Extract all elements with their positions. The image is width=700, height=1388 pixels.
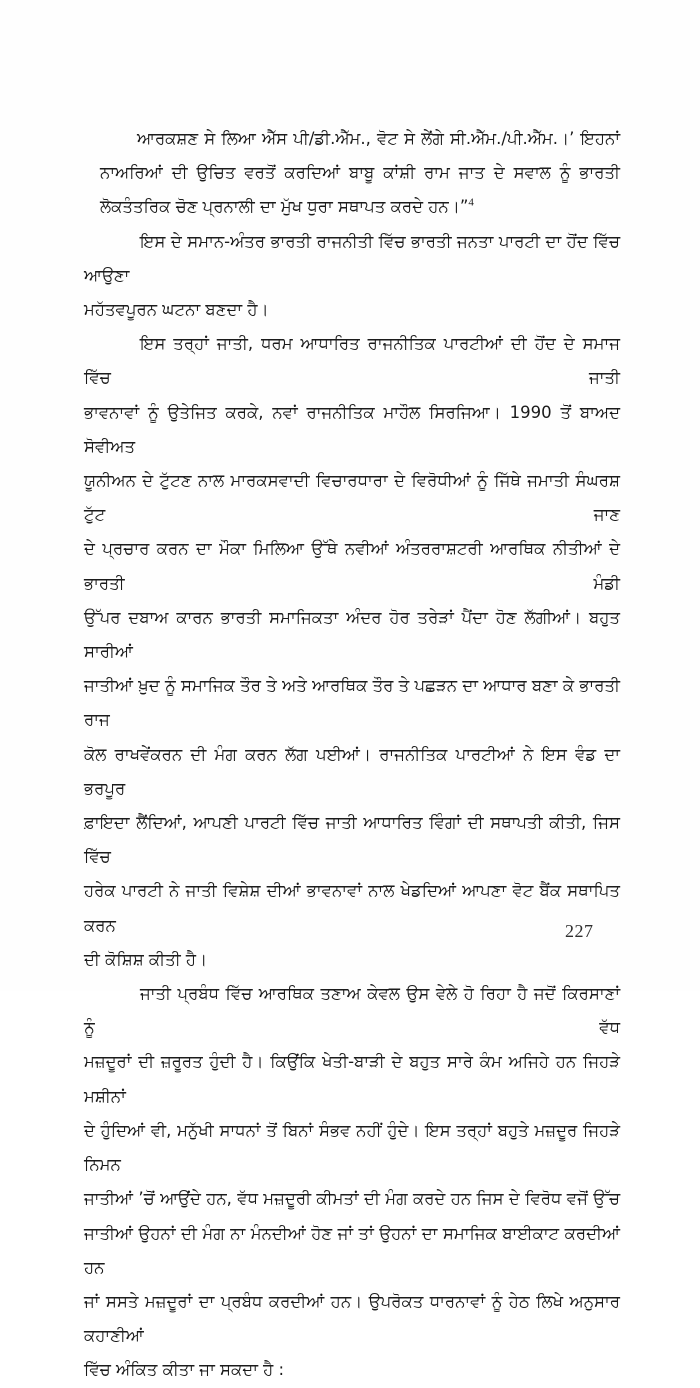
text-line: ਭਾਵਨਾਵਾਂ ਨੂੰ ਉਤੇਜਿਤ ਕਰਕੇ, ਨਵਾਂ ਰਾਜਨੀਤਿਕ ਮਾਹੌਲ ਸਿਰਜਿਆ। 1990 ਤੋਂ ਬਾਅਦ ਸੋਵੀਅਤ	[84, 402, 620, 456]
text-line: ਦੇ ਹੁੰਦਿਆਂ ਵੀ, ਮਨੁੱਖੀ ਸਾਧਨਾਂ ਤੋਂ ਬਿਨਾਂ ਸੰਭਵ ਨਹੀਂ ਹੁੰਦੇ। ਇਸ ਤਰ੍ਹਾਂ ਬਹੁਤੇ ਮਜ਼ਦੂਰ ਜਿਹੜੇ ਨਿਮਨ	[84, 1120, 620, 1175]
text-line: ਦੇ ਪ੍ਰਚਾਰ ਕਰਨ ਦਾ ਮੌਕਾ ਮਿਲਿਆ ਉੱਥੇ ਨਵੀਆਂ ਅੰਤਰਰਾਸ਼ਟਰੀ ਆਰਥਿਕ ਨੀਤੀਆਂ ਦੇ ਭਾਰਤੀ ਮੰਡੀ	[84, 539, 620, 593]
block-quote	[84, 122, 620, 225]
footnote-marker: 4	[468, 196, 474, 209]
text-line: ਜਾਤੀਆਂ ਉਹਨਾਂ ਦੀ ਮੰਗ ਨਾ ਮੰਨਦੀਆਂ ਹੋਣ ਜਾਂ ਤਾਂ ਉਹਨਾਂ ਦਾ ਸਮਾਜਿਕ ਬਾਈਕਾਟ ਕਰਦੀਆਂ ਹਨ	[84, 1223, 620, 1277]
text-line: ਉੱਪਰ ਦਬਾਅ ਕਾਰਨ ਭਾਰਤੀ ਸਮਾਜਿਕਤਾ ਅੰਦਰ ਹੋਰ ਤਰੇੜਾਂ ਪੈਂਦਾ ਹੋਣ ਲੱਗੀਆਂ। ਬਹੁਤ ਸਾਰੀਆਂ	[84, 607, 620, 662]
text-line: ਯੂਨੀਅਨ ਦੇ ਟੁੱਟਣ ਨਾਲ ਮਾਰਕਸਵਾਦੀ ਵਿਚਾਰਧਾਰਾ ਦੇ ਵਿਰੋਧੀਆਂ ਨੂੰ ਜਿੱਥੇ ਜਮਾਤੀ ਸੰਘਰਸ਼ ਟੁੱਟ ਜਾਣ	[84, 471, 620, 525]
paragraph-3	[84, 977, 620, 1387]
text-line: ਮਹੱਤਵਪੂਰਨ ਘਟਨਾ ਬਣਦਾ ਹੈ।	[84, 300, 269, 320]
text-line: ਜਾਂ ਸਸਤੇ ਮਜ਼ਦੂਰਾਂ ਦਾ ਪ੍ਰਬੰਧ ਕਰਦੀਆਂ ਹਨ। ਉਪਰੋਕਤ ਧਾਰਨਾਵਾਂ ਨੂੰ ਹੇਠ ਲਿਖੇ ਅਨੁਸਾਰ ਕਹਾਣੀਆਂ	[84, 1291, 620, 1346]
quote-last-line-text: ਲੋਕਤੰਤਰਿਕ ਚੋਣ ਪ੍ਰਨਾਲੀ ਦਾ ਮੁੱਖ ਧੁਰਾ ਸਥਾਪਤ ਕਰਦੇ ਹਨ।”	[100, 197, 469, 217]
page-number: 227	[565, 921, 594, 941]
text-line: ਵਿੱਚ ਅੰਕਿਤ ਕੀਤਾ ਜਾ ਸਕਦਾ ਹੈ :	[84, 1360, 285, 1380]
paragraph-2	[84, 327, 620, 977]
text-line: ਫ਼ਾਇਦਾ ਲੈਂਦਿਆਂ, ਆਪਣੀ ਪਾਰਟੀ ਵਿੱਚ ਜਾਤੀ ਆਧਾਰਿਤ ਵਿੰਗਾਂ ਦੀ ਸਥਾਪਤੀ ਕੀਤੀ, ਜਿਸ ਵਿੱਚ	[84, 813, 620, 867]
text-line: ਮਜ਼ਦੂਰਾਂ ਦੀ ਜ਼ਰੂਰਤ ਹੁੰਦੀ ਹੈ। ਕਿਉਂਕਿ ਖੇਤੀ-ਬਾੜੀ ਦੇ ਬਹੁਤ ਸਾਰੇ ਕੰਮ ਅਜਿਹੇ ਹਨ ਜਿਹੜੇ ਮਸ਼ੀਨਾਂ	[84, 1052, 620, 1106]
text-line: ਆਰਕਸ਼ਣ ਸੇ ਲਿਆ ਐੱਸ ਪੀ/ਡੀ.ਐੱਮ., ਵੋਟ ਸੇ ਲੇਂਗੇ ਸੀ.ਐੱਮ./ਪੀ.ਐੱਮ.।’ ਇਹਨਾਂ	[137, 129, 620, 148]
text-line: ਜਾਤੀਆਂ ’ਚੋਂ ਆਉਂਦੇ ਹਨ, ਵੱਧ ਮਜ਼ਦੂਰੀ ਕੀਮਤਾਂ ਦੀ ਮੰਗ ਕਰਦੇ ਹਨ ਜਿਸ ਦੇ ਵਿਰੋਧ ਵਜੋਂ ਉੱਚ	[84, 1189, 620, 1209]
text-line: ਕੋਲ ਰਾਖਵੇਂਕਰਨ ਦੀ ਮੰਗ ਕਰਨ ਲੱਗ ਪਈਆਂ। ਰਾਜਨੀਤਿਕ ਪਾਰਟੀਆਂ ਨੇ ਇਸ ਵੰਡ ਦਾ ਭਰਪੂਰ	[84, 744, 620, 798]
text-block	[84, 122, 620, 1388]
text-line: ਇਸ ਦੇ ਸਮਾਨ-ਅੰਤਰ ਭਾਰਤੀ ਰਾਜਨੀਤੀ ਵਿੱਚ ਭਾਰਤੀ ਜਨਤਾ ਪਾਰਟੀ ਦਾ ਹੋਂਦ ਵਿੱਚ ਆਉਣਾ	[84, 231, 620, 285]
text-line: ਜਾਤੀ ਪ੍ਰਬੰਧ ਵਿੱਚ ਆਰਥਿਕ ਤਣਾਅ ਕੇਵਲ ਉਸ ਵੇਲੇ ਹੋ ਰਿਹਾ ਹੈ ਜਦੋਂ ਕਿਰਸਾਣਾਂ ਨੂੰ ਵੱਧ	[84, 984, 620, 1038]
paragraph-1	[84, 225, 620, 328]
text-line: ਇਸ ਤਰ੍ਹਾਂ ਜਾਤੀ, ਧਰਮ ਆਧਾਰਿਤ ਰਾਜਨੀਤਿਕ ਪਾਰਟੀਆਂ ਦੀ ਹੋਂਦ ਦੇ ਸਮਾਜ ਵਿੱਚ ਜਾਤੀ	[84, 334, 620, 388]
text-line: ਜਾਤੀਆਂ ਖ਼ੁਦ ਨੂੰ ਸਮਾਜਿਕ ਤੌਰ ਤੇ ਅਤੇ ਆਰਥਿਕ ਤੌਰ ਤੇ ਪਛੜਨ ਦਾ ਆਧਾਰ ਬਣਾ ਕੇ ਭਾਰਤੀ ਰਾਜ	[84, 676, 620, 730]
text-line: ਨਾਅਰਿਆਂ ਦੀ ਉਚਿਤ ਵਰਤੋਂ ਕਰਦਿਆਂ ਬਾਬੂ ਕਾਂਸ਼ੀ ਰਾਮ ਜਾਤ ਦੇ ਸਵਾਲ ਨੂੰ ਭਾਰਤੀ	[100, 163, 620, 183]
text-line	[100, 190, 620, 224]
text-line: ਦੀ ਕੋਸ਼ਿਸ਼ ਕੀਤੀ ਹੈ।	[84, 949, 208, 969]
text-line: ਹਰੇਕ ਪਾਰਟੀ ਨੇ ਜਾਤੀ ਵਿਸ਼ੇਸ਼ ਦੀਆਂ ਭਾਵਨਾਵਾਂ ਨਾਲ ਖੇਡਦਿਆਂ ਆਪਣਾ ਵੋਟ ਬੈਂਕ ਸਥਾਪਿਤ ਕਰਨ	[84, 881, 620, 935]
